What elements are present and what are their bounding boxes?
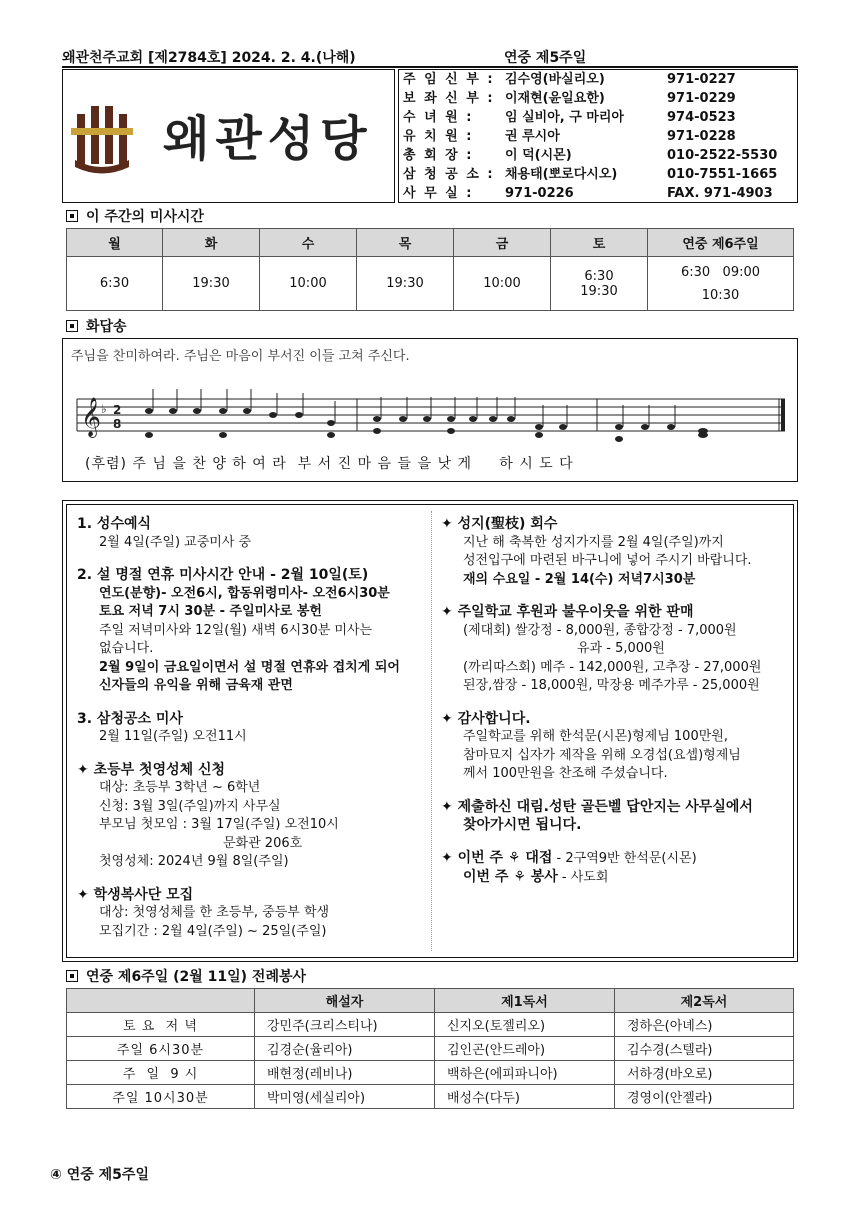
psalm-verse: 주님을 찬미하여라. 주님은 마음이 부서진 이들 고쳐 주신다. — [71, 349, 410, 364]
notice-text: 재의 수요일 - 2월 14(수) 저녁7시30분 — [463, 571, 696, 587]
staff-value: 채용태(뽀로다시오) — [505, 167, 618, 182]
staff-phone: 971-0229 — [667, 91, 736, 106]
service-header-row — [67, 989, 794, 1013]
service-person: 강민주(크리스티나) — [255, 1013, 435, 1037]
service-time: 주 일 9 시 — [67, 1061, 255, 1085]
notice-text: 토요 저녁 7시 30분 - 주일미사로 봉헌 — [99, 604, 322, 619]
service-person: 배성수(다두) — [435, 1085, 615, 1109]
mass-time: 6:30 — [584, 268, 614, 284]
news-right-column — [441, 515, 791, 888]
notice-text: 모집기간 : 2월 4일(주일) ~ 25일(주일) — [99, 923, 327, 939]
service-row — [67, 1037, 794, 1061]
day-header: 목 — [357, 229, 454, 257]
day-header: 화 — [163, 229, 260, 257]
service-table — [66, 988, 794, 1109]
notice-title: 이번 주 ⚘ 봉사 — [463, 869, 558, 885]
service-person: 백하은(에피파니아) — [435, 1061, 615, 1085]
mass-time: 19:30 — [357, 257, 454, 311]
notice-text: 주일 저녁미사와 12일(월) 새벽 6시30분 미사는 — [99, 622, 373, 638]
mass-header-row — [67, 229, 794, 257]
mass-time: 19:30 — [580, 283, 618, 299]
notice-text: (제대회) 쌀강정 - 8,000원, 종합강정 - 7,000원 — [463, 622, 737, 638]
notice-text: - 사도회 — [557, 870, 609, 885]
service-header: 제1독서 — [435, 989, 615, 1013]
service-row — [67, 1013, 794, 1037]
notice-title: ✦ 이번 주 ⚘ 대접 — [441, 849, 553, 866]
service-person: 서하경(바오로) — [615, 1061, 794, 1085]
news-divider — [431, 511, 432, 951]
service-section-title: 연중 제6주일 (2월 11일) 전례봉사 — [66, 966, 306, 986]
notice-title: ✦ 주일학교 후원과 불우이웃을 위한 판매 — [441, 604, 694, 620]
notice-text: 대상: 초등부 3학년 ~ 6학년 — [99, 780, 261, 795]
mass-time-cell — [648, 257, 794, 311]
staff-label: 보 좌 신 부 : — [403, 91, 495, 106]
psalm-notes — [145, 408, 708, 442]
staff-value: 이재현(윤일요한) — [505, 91, 605, 106]
notice-text: 2월 4일(주일) 교중미사 중 — [99, 534, 252, 550]
staff-value: 임 실비아, 구 마리아 — [505, 110, 624, 125]
svg-text:♭: ♭ — [101, 402, 107, 416]
staff-phone: 010-7551-1665 — [667, 167, 778, 182]
mass-time: 19:30 — [163, 257, 260, 311]
staff-phone: 971-0228 — [667, 129, 736, 144]
service-row — [67, 1061, 794, 1085]
notice-title: ✦ 초등부 첫영성체 신청 — [77, 761, 226, 778]
service-person: 김인곤(안드레아) — [435, 1037, 615, 1061]
notice-text: 첫영성체: 2024년 9월 8일(주일) — [99, 854, 289, 869]
staff-value: 971-0226 — [505, 186, 574, 201]
service-person: 경영이(안젤라) — [615, 1085, 794, 1109]
clef-icon: 𝄞 — [81, 397, 102, 437]
service-person: 정하은(아녜스) — [615, 1013, 794, 1037]
notice-text: 신청: 3월 3일(주일)까지 사무실 — [99, 798, 281, 814]
service-time: 주일 6시30분 — [67, 1037, 255, 1061]
staff-label: 사 무 실 : — [403, 186, 474, 201]
staff-phone: 974-0523 — [667, 110, 736, 125]
notice-title: ✦ 감사합니다. — [441, 710, 531, 727]
mass-schedule-table — [66, 228, 794, 311]
staff-phone: FAX. 971-4903 — [667, 186, 773, 201]
service-time: 토 요 저 녁 — [67, 1013, 255, 1037]
bulletin-sunday: 연중 제5주일 — [504, 50, 587, 66]
service-header: 제2독서 — [615, 989, 794, 1013]
logo-emblem-icon — [71, 106, 133, 174]
bullet-square-icon — [66, 210, 78, 222]
psalm-section-title: 화답송 — [66, 316, 127, 336]
notice-line — [441, 868, 791, 888]
bullet-square-icon — [66, 320, 78, 332]
service-time: 주일 10시30분 — [67, 1085, 255, 1109]
notice-title: 3. 삼청공소 미사 — [77, 710, 183, 727]
notice-title: ✦ 학생복사단 모집 — [77, 886, 194, 903]
notice-text: 대상: 첫영성체를 한 초등부, 중등부 학생 — [99, 905, 330, 920]
bullet-square-icon — [66, 970, 78, 982]
notice-text: 된장,쌈장 - 18,000원, 막장용 메주가루 - 25,000원 — [463, 678, 760, 693]
notice-text: 없습니다. — [99, 641, 154, 656]
day-header: 월 — [67, 229, 163, 257]
service-header: 해설자 — [255, 989, 435, 1013]
day-header: 토 — [551, 229, 648, 257]
staff-label: 삼 청 공 소 : — [403, 167, 495, 182]
staff-label: 수 녀 원 : — [403, 110, 474, 125]
psalm-box — [62, 338, 798, 482]
mass-time: 10:00 — [260, 257, 357, 311]
notice-text: 부모님 첫모임 : 3월 17일(주일) 오전10시 — [99, 817, 339, 832]
news-left-column — [77, 515, 423, 941]
psalm-lyrics: (후렴) 주 님 을 찬 양 하 여 라 부 서 진 마 음 들 을 낫 게 하 시 도 다 — [85, 456, 574, 472]
notice-line — [441, 849, 791, 869]
mass-time-cell — [551, 257, 648, 311]
svg-text:2: 2 — [113, 403, 122, 417]
psalm-score — [73, 371, 789, 455]
day-header: 금 — [454, 229, 551, 257]
notice-text: 참마묘지 십자가 제작을 위해 오경섭(요셉)형제님 — [463, 747, 741, 763]
service-person: 신지오(토젤리오) — [435, 1013, 615, 1037]
mass-time: 6:30 — [67, 257, 163, 311]
notice-text: 문화관 206호 — [223, 835, 303, 851]
church-name: 왜관성당 — [163, 111, 373, 167]
notice-text: 2월 11일(주일) 오전11시 — [99, 729, 247, 744]
staff-label: 유 치 원 : — [403, 129, 474, 144]
notice-text: (까리따스회) 메주 - 142,000원, 고추장 - 27,000원 — [463, 659, 762, 675]
day-header: 연중 제6주일 — [648, 229, 794, 257]
notice-text: 께서 100만원을 찬조해 주셨습니다. — [463, 766, 668, 781]
news-box — [62, 500, 798, 962]
staff-phone: 971-0227 — [667, 72, 736, 87]
notice-text: 성전입구에 마련된 바구니에 넣어 주시기 바랍니다. — [463, 553, 752, 568]
notice-text: 지난 해 축복한 성지가지를 2월 4일(주일)까지 — [463, 534, 724, 550]
notice-text: 찾아가시면 됩니다. — [463, 817, 582, 833]
mass-time: 10:30 — [701, 287, 740, 303]
mass-section-title: 이 주간의 미사시간 — [66, 206, 204, 226]
notice-title: 1. 성수예식 — [77, 516, 152, 532]
staff-label: 총 회 장 : — [403, 148, 474, 163]
staff-info-box — [398, 69, 798, 203]
bulletin-issue: 왜관천주교회 [제2784호] 2024. 2. 4.(나해) — [62, 50, 356, 66]
notice-text: 신자들의 유익을 위해 금육재 관면 — [99, 678, 293, 693]
mass-time: 6:30 09:00 — [680, 264, 761, 280]
logo-box — [62, 69, 395, 203]
service-person: 김수경(스텔라) — [615, 1037, 794, 1061]
service-person: 김경순(율리아) — [255, 1037, 435, 1061]
notice-text: 유과 - 5,000원 — [577, 641, 665, 656]
notice-text: - 2구역9반 한석문(시몬) — [552, 850, 697, 866]
day-header: 수 — [260, 229, 357, 257]
staff-value: 권 루시아 — [505, 129, 560, 144]
notice-title: ✦ 제출하신 대림.성탄 골든벨 답안지는 사무실에서 — [441, 798, 753, 815]
staff-value: 이 덕(시몬) — [505, 148, 572, 163]
mass-time: 10:00 — [454, 257, 551, 311]
service-header — [67, 989, 255, 1013]
staff-label: 주 임 신 부 : — [403, 72, 495, 87]
service-person: 박미영(세실리아) — [255, 1085, 435, 1109]
header-rule — [62, 66, 798, 68]
bulletin-header — [62, 47, 798, 67]
staff-phone: 010-2522-5530 — [667, 148, 778, 163]
notice-title: 2. 설 명절 연휴 미사시간 안내 - 2월 10일(토) — [77, 567, 369, 583]
service-person: 배현정(레비나) — [255, 1061, 435, 1085]
notice-text: 2월 9일이 금요일이면서 설 명절 연휴와 겹치게 되어 — [99, 659, 400, 675]
notice-title: ✦ 성지(聖枝) 회수 — [441, 516, 558, 532]
staff-value: 김수영(바실리오) — [505, 72, 605, 87]
notice-text: 연도(분향)- 오전6시, 합동위령미사- 오전6시30분 — [99, 585, 390, 601]
svg-text:8: 8 — [113, 417, 122, 431]
notice-text: 주일학교를 위해 한석문(시몬)형제님 100만원, — [463, 729, 728, 744]
page-footer: ④ 연중 제5주일 — [50, 1167, 149, 1183]
mass-time-row — [67, 257, 794, 311]
service-row — [67, 1085, 794, 1109]
